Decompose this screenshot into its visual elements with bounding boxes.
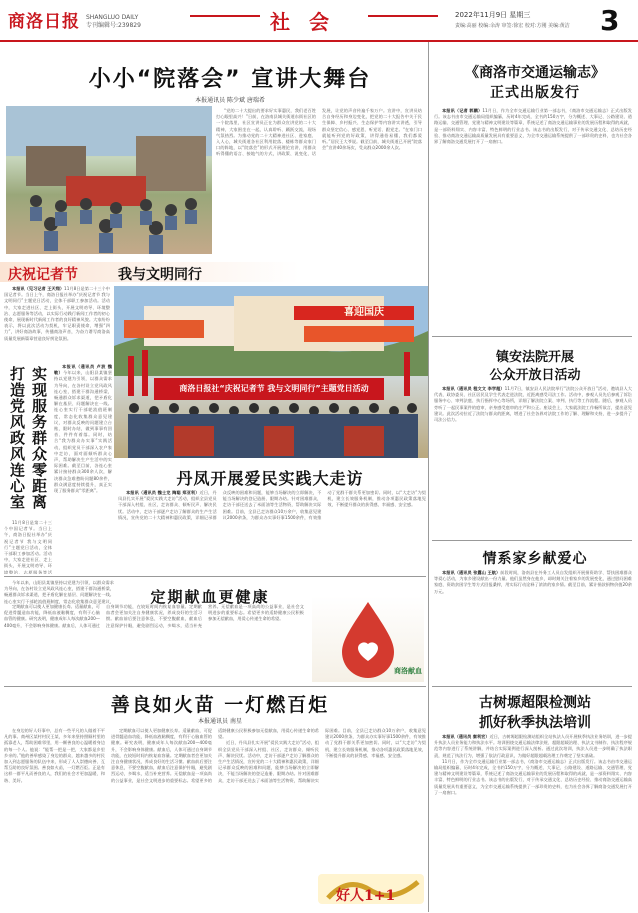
headline-yard-meeting: 小小“院落会” 宣讲大舞台 [88,67,372,92]
article-inspection-station: 本报讯（通讯员 秦利宏）近日，古树塬超限检测站组织全站执法人员开展秋季执法业务培训，进一步提升执法人员业务能力和执法水平。培训围绕交通运输法律法规、超限超载治理、执法文书制作、执法程序规范等内容进行了系统讲解，并结合实际案例进行深入剖析。通过此次培训，执法人员进一步明确了执法职责，规范了执法行为，增强了依法行政意识，为做好超限超载治理工作奠定了坚实基础。 11月日，作为全市交通运输行业第一部志书，《商洛市交通运输志》正式出版发行。该志书由市交通运输局组织编纂，历时4年完成，全书约150万字，分为概述、大事记、公路建设、道路运输、交通管理、党建与精神文明建设等篇章，系统记述了商洛交通运输事业的发展历程和取得的成就，是一部资料翔实、内容丰富、特色鲜明的行业志书。该志书的出版发行，对于传承交通文化、总结历史经验、推动商洛交通运输高质量发展具有重要意义，为全市交通运输系统提供了一部珍贵的史料，也为社会各界了解商洛交通发展打开了一扇窗口。 [434,734,632,795]
logo-subtitle: SHANGLUO DAILY 专刊编辑号:239829 [86,14,141,29]
divider-right-2 [432,540,632,541]
masthead [0,0,638,42]
stamp-text: 商洛献血 [394,667,422,675]
banner-journalist-day [0,262,428,282]
section-title: 社 会 [270,10,335,34]
photo-yard-meeting-scene [6,106,212,254]
photo-banner-text: 商洛日报社“庆祝记者节 我与文明同行”主题党日活动 [179,384,369,393]
article-blood-donation: 定期献血可以使人更加健康长寿。适量献血，可促进骨髓造血功能，降低血液黏稠度，有利于心脑血管的健康。研究表明，健康成年人每次献血200—400毫升，不会影响身体健康。献血后，人体可通过自身调节功能，在较短时间内恢复血容量。定期献血者会更加关注自身健康状况，养成良好的生活习惯。献血前后要注意休息，不要空腹献血，献血后注意保护针眼，避免剧烈运动，多喝水，适当补充营养。无偿献血是一项高尚的公益事业，是社会文明进步的重要标志。希望更多的适龄健康公民积极参加无偿献血，用爱心传递生命的希望。 [4,604,304,628]
svg-text:好人1+1: 好人1+1 [336,888,396,904]
article-court-open-day: 本报讯（通讯员 程文文 李学超）11月7日，镇安县人民法院举行“法院公众开放日”活动，邀请县人大代表、政协委员、社区居民及学生代表走进法院，近距离感受司法工作。活动中，参观人员先后参观了诉讼服务中心、审判法庭、执行指挥中心等场所，详细了解法院立案、审判、执行等工作流程。随后，参观人员旁听了一起民事案件的庭审，亲身感受庭审的庄严和公正。座谈会上，大家就法院工作畅所欲言，提出意见建议。此次活动拉近了法院与群众的距离，增进了社会各界对法院工作的了解、理解和支持，进一步提升了司法公信力。 [434,386,632,423]
article-danfeng: 本报讯（通讯员 魏士龙 陶聪 郑亚利）近日，丹凤县扎实开展“爱民实践大走访”活动，组织全县党员干部深入村组、社区，走访群众、倾听民声、解决民忧。活动中，走访干部逐户走访了解群众的生产生活情况，宣传党的二十大精神和惠民政策，详细记录群众反映的困难和问题，能够当场解决的立即解决，不能当场解决的登记造册、限期办结。针对困难群众，走访干部还送去了米面油等生活物资，帮助解决实际困难。目前，全县已走访群众10万余户，收集意见建议2000余条，为群众办实事好事1500余件，有效推动了党群干群关系更加密切。同时，以“大走访”为契机，建立长效服务机制，推动各项惠民政策落地见效，不断提升群众的获得感、幸福感、安全感。 [118,490,426,520]
title-court-open-day: 镇安法院开展 [495,350,574,365]
title-inspection-station: 古树塬超限检测站 [479,695,591,711]
vertical-headline-2: 打造党风政风连心室 [8,366,26,510]
section-rule-right [368,15,438,17]
byline-yard-meeting: 本报通讯员 陈少斌 唐瑞希 [195,97,265,104]
divider-right-1 [432,336,632,337]
byline-kindness: 本报通讯员 南星 [198,718,242,725]
banner-text-1: 庆祝记者节 [8,267,78,283]
article-hometown-love: 本报讯（通讯员 张露山 王航）前段时间，洛南县在外务工人员自发组织开展捐资助学、帮扶困难群众等爱心活动，为家乡建设献出一份力量。他们虽然身在他乡，却时刻关注着家乡的发展变化，通过慰问困难家庭、资助贫困学生等方式回报桑梓，用实际行动诠释了浓浓的家乡情。截至目前，累计捐款捐物价值20余万元。 [434,570,632,594]
article-blood-donation-lead: 今年以来，山阳县某镇坚持以党建为引领，以群众需求为导向，在各村设立党风政风连心室，搭建干群沟通桥梁，畅通群众诉求渠道，把矛盾化解在基层、问题解决在一线。连心室实行干部轮流值班制度，常态化收集群众意见建议， [4,580,114,604]
headline-danfeng: 丹凤开展爱民实践大走访 [176,469,364,488]
newspaper-logo: 商洛日报 [8,12,80,32]
divider-right-3 [432,686,632,687]
article-kindness: 在身边的好人好事中，总有一些平凡的人做着不平凡的事。商州区某村村民王某，多年来坚持照顾村里的孤寡老人，帮助困难邻里，用一颗善良的心温暖着身边的每一个人。他说：“能帮一把是一把，大家都是乡里乡亲的。”他的善举感染了身边的群众，越来越多的村民加入到志愿服务的队伍中来，形成了人人崇德向善、互帮互助的良好氛围。善良如火苗，一灯燃百炬。正是有这样一群平凡而善良的人，我们的社会才更加温暖、和谐、美好。 定期献血可以使人更加健康长寿。适量献血，可促进骨髓造血功能，降低血液黏稠度，有利于心脑血管的健康。研究表明，健康成年人每次献血200—400毫升，不会影响身体健康。献血后，人体可通过自身调节功能，在较短时间内恢复血容量。定期献血者会更加关注自身健康状况，养成良好的生活习惯。献血前后要注意休息，不要空腹献血，献血后注意保护针眼，避免剧烈运动，多喝水，适当补充营养。无偿献血是一项高尚的公益事业，是社会文明进步的重要标志。希望更多的适龄健康公民积极参加无偿献血，用爱心传递生命的希望。 近日，丹凤县扎实开展“爱民实践大走访”活动，组织全县党员干部深入村组、社区，走访群众、倾听民声、解决民忧。活动中，走访干部逐户走访了解群众的生产生活情况，宣传党的二十大精神和惠民政策，详细记录群众反映的困难和问题，能够当场解决的立即解决，不能当场解决的登记造册、限期办结。针对困难群众，走访干部还送去了米面油等生活物资，帮助解决实际困难。目前，全县已走访群众10万余户，收集意见建议2000余条，为群众办实事好事1500余件，有效推动了党群干群关系更加密切。同时，以“大走访”为契机，建立长效服务机制，推动各项惠民政策落地见效，不断提升群众的获得感、幸福感、安全感。 [4,728,426,783]
column-divider [428,42,429,912]
divider-mid [4,576,426,577]
headline-kindness: 善良如火苗 一灯燃百炬 [110,694,330,716]
headline-blood-donation: 定期献血更健康 [150,588,270,606]
article-transport-annals: 本报讯（记者 郭鹏）11月日，作为全市交通运输行业第一部志书，《商洛市交通运输志》正式出版发行。该志书由市交通运输局组织编纂，历时4年完成，全书约150万字，分为概述、大事记、公路建设、道路运输、交通管理、党建与精神文明建设等篇章，系统记述了商洛交通运输事业的发展历程和取得的成就，是一部资料翔实、内容丰富、特色鲜明的行业志书。该志书的出版发行，对于传承交通文化、总结历史经验、推动商洛交通运输高质量发展具有重要意义，为全市交通运输系统提供了一部珍贵的史料，也为社会各界了解商洛交通发展打开了一扇窗口。 [434,108,632,145]
title-transport-annals: 《商洛市交通运输志》 [465,65,605,81]
divider-bottom [4,686,426,687]
section-rule-left [190,15,260,17]
page-number: 3 [600,4,620,37]
article-service-room-cont: 11月8日是第二十三个中国记者节。当日上午，商洛日报社举办“庆祝记者节 我与文明同行”主题党日活动，全体干部职工参加活动。活动中，大家走进社区、走上街头，开展文明劝导、环境整治、志愿服务等活 [4,520,52,574]
subtitle-transport-annals: 正式出版发行 [490,85,580,101]
article-yard-meeting: “党的二十大提出的要求好实事惠民，我们老百姓打心眼里高兴！”日前，在洛南县城关街道东街社区的一个院落里，社区宣讲员正在为群众宣讲党的二十大精神，大家围坐在一起，认真聆听、踊跃交流，现场气氛热烈。为推动党的二十大精神进社区、进家庭、入人心，城关街道各社区利用院落、楼栋等群众家门口的阵地，以“院落会”的形式开展理论宣讲，用群众听得懂的语言、接地气的方式，讲政策、说变化、话发展，让党的声音传遍千家万户。宣讲中，宣讲员结合自身经历和身边变化，把党的二十大报告中关于民生保障、乡村振兴、生态保护等内容讲实讲透，引导群众坚定信心、感党恩、听党话、跟党走。“在家门口就能听到党的好政策，讲得通俗易懂，我们都爱听。”居民王大爷说。截至目前，城关街道已开展“院落会”宣讲40余场次，受众群众2000余人次。 [216,108,422,157]
good-people-emblem-icon [318,868,424,908]
vertical-headline-1: 实现服务群众零距离 [30,366,48,510]
good-people-logo [318,868,424,908]
photo-sign-text: 喜迎国庆 [344,307,384,318]
issue-date: 2022年11月9日 星期三 [455,11,531,19]
banner-text-2: 我与文明同行 [118,267,202,283]
subtitle-inspection-station: 抓好秋季执法培训 [479,715,591,731]
blood-donation-illustration [312,596,424,682]
title-hometown-love: 情系家乡献爱心 [482,551,588,567]
article-service-room: 本报讯（通讯员 卢波 魏敏）今年以来，山阳县某镇坚持以党建为引领，以群众需求为导向，在各村设立党风政风连心室，搭建干群沟通桥梁，畅通群众诉求渠道，把矛盾化解在基层、问题解决在一线。连心室实行干部轮流值班制度，常态化收集群众意见建议，对群众反映的问题建立台账，限时办结，做到事事有回音、件件有着落。同时，结合“我为群众办实事”实践活动，组织党员干部深入农户家中走访，面对面倾听群众心声，帮助解决生产生活中的实际困难。截至目前，各连心室累计接待群众300余人次，解决群众急难愁盼问题80余件，群众满意度持续提升，真正实现了服务群众“零距离”。 [54,364,112,494]
subtitle-court-open-day: 公众开放日活动 [489,368,581,383]
photo-journalist-group [114,286,428,458]
photo-yard-meeting [6,106,212,254]
editor-credits: 责编:高丽 校编:余涛 审签:徐宏 校对:方刚 美编:黄洁 [455,23,570,29]
article-journalist-day: 本报讯（见习记者 王天翔）11月8日是第二十三个中国记者节。当日上午，商洛日报社举办“庆祝记者节 我与文明同行”主题党日活动，全体干部职工参加活动。活动中，大家走进社区、走上街头，开展文明劝导、环境整治、志愿服务等活动，以实际行动践行新闻工作者的初心使命，展现新时代新闻工作者的良好精神风貌。大家纷纷表示，将以此次活动为契机，牢记职责使命，增强“四力”，讲好商洛故事，传播商洛声音，为奋力谱写商洛高质量发展新篇章营造良好舆论氛围。 [4,286,110,341]
